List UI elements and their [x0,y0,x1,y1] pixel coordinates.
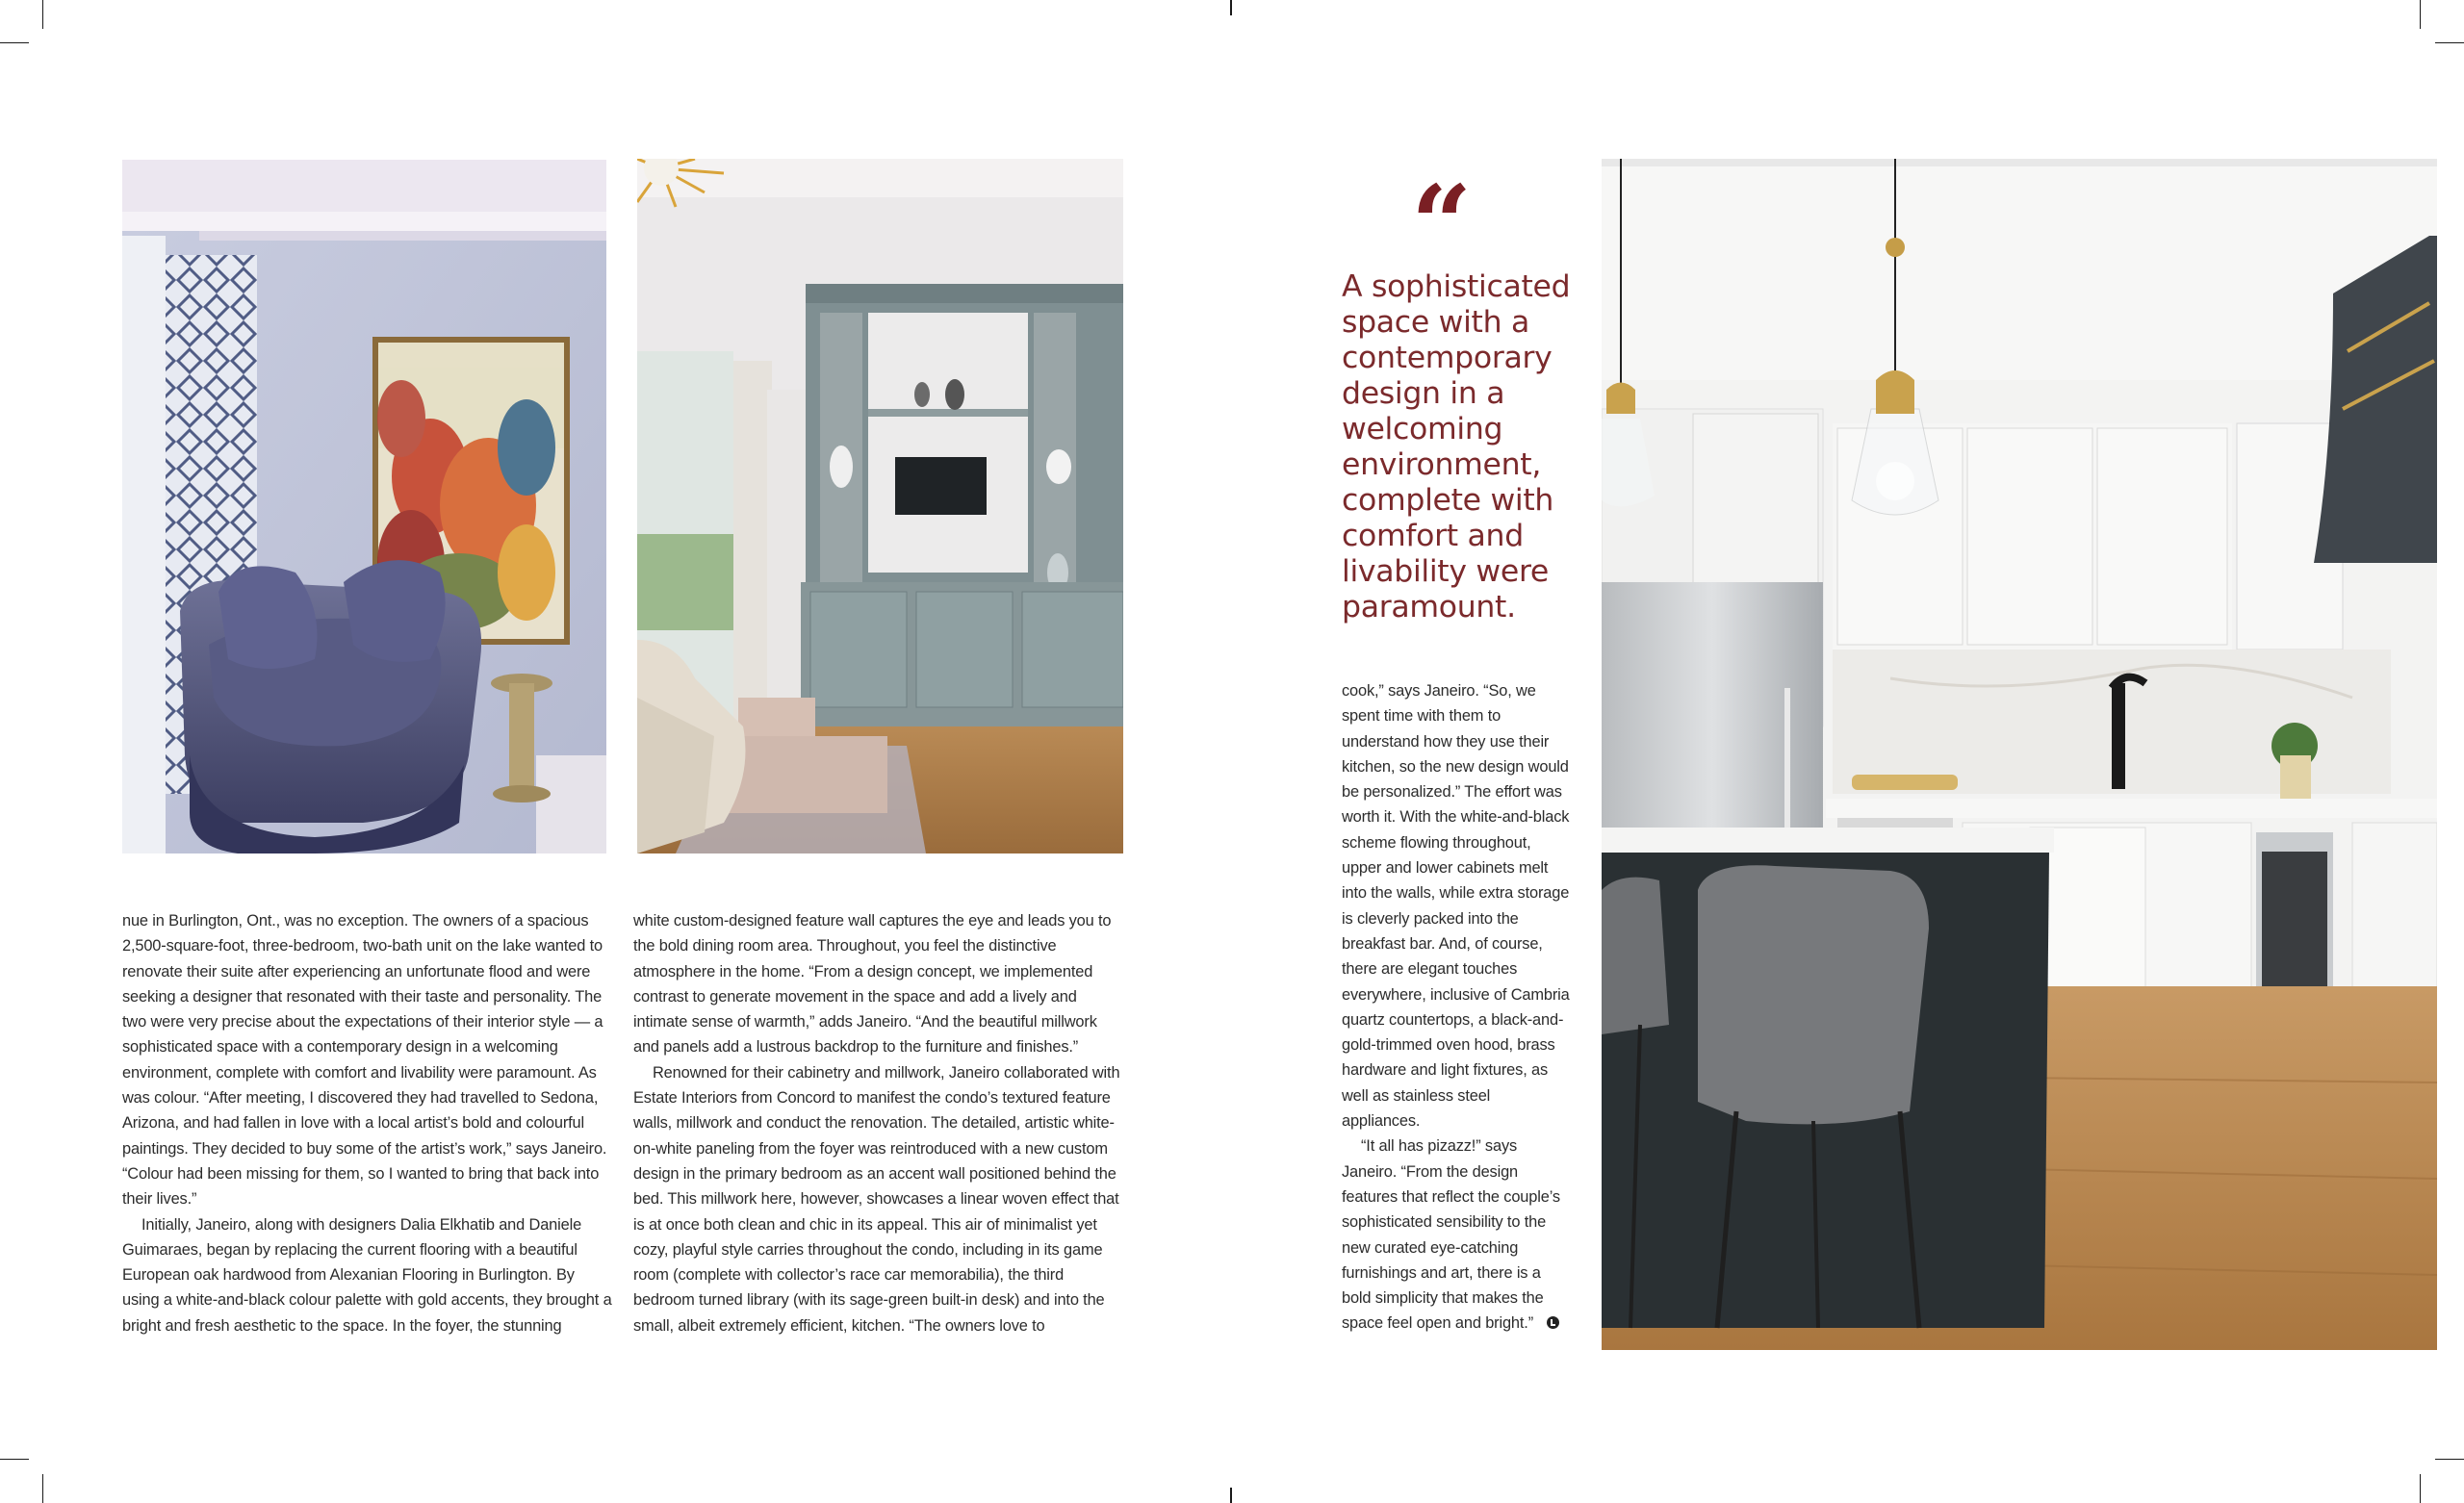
article-paragraph [1342,1134,1571,1336]
end-of-article-icon [1547,1316,1559,1329]
kitchen-photo [1602,159,2437,1350]
crop-mark [42,0,43,29]
article-paragraph: Renowned for their cabinetry and millwork, Janeiro collaborated with Estate Interiors from Concord to manifest the condo’s textured feature walls, millwork and conduct the renovation. The detailed, artistic white-on-white paneling from the foyer was reintroduced with a new custom design in the primary bedroom as an accent wall positioned behind the bed. This millwork here, however, showcases a linear woven effect that is at once both clean and chic in its appeal. This air of minimalist yet cozy, playful style carries throughout the condo, including in its game room (complete with collector’s race car memorabilia), the third bedroom turned library (with its sage-green built-in desk) and into the small, albeit extremely efficient, kitchen. “The owners love to [633,1063,1120,1335]
article-paragraph: white custom-designed feature wall captures the eye and leads you to the bold dining room area. Throughout, you feel the distinctive atmosphere in the home. “From a design concept, we implemented contrast to generate movement in the space and add a lively and intimate sense of warmth,” adds Janeiro. “And the beautiful millwork and panels add a lustrous backdrop to the furniture and finishes.” [633,912,1112,1057]
crop-mark [2435,42,2464,43]
article-column-1 [122,908,613,1338]
crop-mark [2420,0,2421,29]
article-column-2 [633,908,1126,1338]
crop-mark [0,1459,29,1460]
crop-mark [42,1474,43,1503]
article-paragraph: Initially, Janeiro, along with designers Dalia Elkhatib and Daniele Guimaraes, began by replacing the current flooring with a beautiful European oak hardwood from Alexanian Flooring in Burlington. By using a white-and-black colour palette with gold accents, they brought a bright and fresh aesthetic to the space. In the foyer, the stunning [122,1215,612,1335]
quote-mark-icon: “ [1411,162,1473,286]
swivel-chair-artwork-photo-icon [122,159,606,853]
article-paragraph-text: “It all has pizazz!” says Janeiro. “From the design features that reflect the couple’s sophisticated sensibility to the new curated eye-catching furnishings and art, there is a bold simplicity that makes the space feel open and bright.” [1342,1137,1560,1333]
crop-mark [2435,1459,2464,1460]
media-wall-photo [637,159,1123,853]
crop-mark [2420,1474,2421,1503]
article-paragraph: cook,” says Janeiro. “So, we spent time with them to understand how they use their kitchen, so the new design would be personalized.” The effort was worth it. With the white-and-black scheme flowing throughout, upper and lower cabinets melt into the walls, while extra storage is cleverly packed into the breakfast bar. And, of course, there are elegant touches everywhere, inclusive of Cambria quartz countertops, a black-and-gold-trimmed oven hood, brass hardware and light fixtures, as well as stainless steel appliances. [1342,682,1570,1131]
feature-wall-tv-photo-icon [637,159,1123,853]
crop-mark [1230,0,1232,15]
crop-mark [0,42,29,43]
living-room-photo [122,159,606,853]
pull-quote: A sophisticated space with a contemporary design in a welcoming environment, complete with comfort and livability were paramount. [1342,269,1571,624]
article-column-3 [1342,678,1571,1337]
article-paragraph: nue in Burlington, Ont., was no exception. The owners of a spacious 2,500-square-foot, three-bedroom, two-bath unit on the lake wanted to renovate their suite after experiencing an unfortunate flood and were seeking a designer that resonated with their taste and personality. The two were very precise about the expectations of their interior style — a sophisticated space with a contemporary design in a welcoming environment, complete with comfort and livability were paramount. As was colour. “After meeting, I discovered they had travelled to Sedona, Arizona, and had fallen in love with a local artist’s bold and colourful paintings. They decided to buy some of the artist’s work,” says Janeiro. “Colour had been missing for them, so I wanted to bring that back into their lives.” [122,912,607,1209]
white-kitchen-island-photo-icon [1602,159,2437,1350]
crop-mark [1230,1488,1232,1503]
